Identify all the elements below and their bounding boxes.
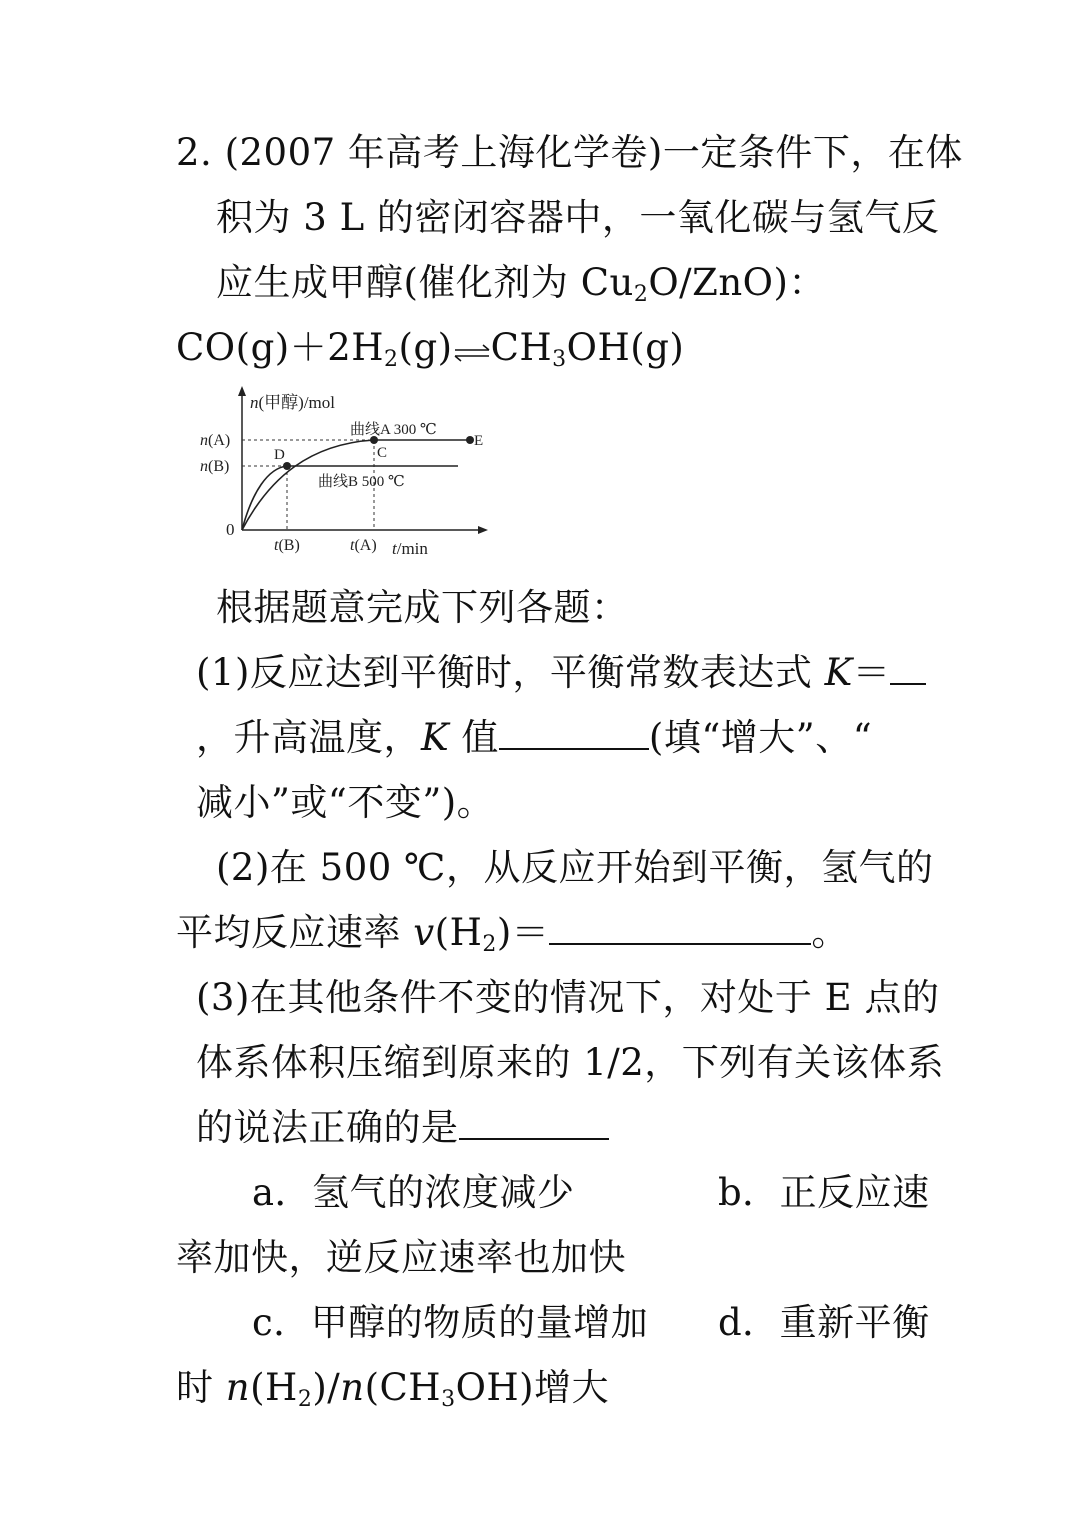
y-tick-label-nB: n(B) [200,458,230,475]
point-d [283,462,291,470]
reaction-equation: $CO(g)+2H_2(g)$ $CH_3OH(g)$ [176,326,685,372]
y-axis-arrow-icon [238,386,246,396]
point-label-c: C [377,445,388,461]
answer-blank-k-change[interactable] [499,718,649,750]
point-label-d: D [274,447,285,463]
question-line-1: 2. (2007 年高考上海化学卷)一定条件下，在体 [176,131,963,174]
q3-line-2: 体系体积压缩到原来的 1/2，下列有关该体系 [196,1041,945,1084]
q1-line-3: 减小”或“不变”)。 [196,781,495,824]
q3-line-1: (3)在其他条件不变的情况下，对处于 E 点的 [196,976,940,1019]
point-label-e: E [474,433,484,449]
option-b-line-1: b．正反应速 [718,1171,930,1214]
question-line-2: 积为 3 L 的密闭容器中，一氧化碳与氢气反 [216,196,940,239]
answer-blank-choice[interactable] [459,1108,609,1140]
q2-line-1: (2)在 500 ℃，从反应开始到平衡，氢气的 [216,846,934,889]
option-d-line-2: 时 $n(H_2)/n(CH_3OH)$增大 [176,1366,610,1412]
option-a: a．氢气的浓度减少 [252,1171,575,1214]
q1-line-1: (1)反应达到平衡时，平衡常数表达式 K＝ [196,653,926,693]
x-axis-label: t/min [392,539,428,558]
q3-line-3: 的说法正确的是 [196,1108,609,1148]
q2-line-2: 平均反应速率 $v(H_2)=$ 。 [176,911,849,957]
series-label-a: 曲线A 300 ℃ [350,422,437,438]
x-axis-arrow-icon [478,526,488,534]
option-c: c．甲醇的物质的量增加 [252,1301,649,1344]
intro-text: 根据题意完成下列各题： [216,586,629,629]
origin-label: 0 [226,520,235,539]
y-axis-label: n(甲醇)/mol [250,393,335,412]
x-tick-label-tB: t(B) [274,537,300,554]
option-d-line-1: d．重新平衡 [718,1301,930,1344]
series-label-b: 曲线B 500 ℃ [318,474,405,490]
equilibrium-arrow-icon [453,343,491,363]
x-tick-label-tA: t(A) [350,537,377,554]
option-b-line-2: 率加快，逆反应速率也加快 [176,1236,626,1279]
y-tick-label-nA: n(A) [200,432,231,449]
q1-line-2: ，升高温度，K 值 (填“增大”、“ [196,716,873,759]
answer-blank-k-expression[interactable] [890,653,926,685]
question-line-3: 应生成甲醇(催化剂为 $Cu_2O/ZnO$)： [216,261,826,307]
point-e [466,436,474,444]
answer-blank-rate[interactable] [549,913,811,945]
methanol-amount-chart [190,382,500,567]
